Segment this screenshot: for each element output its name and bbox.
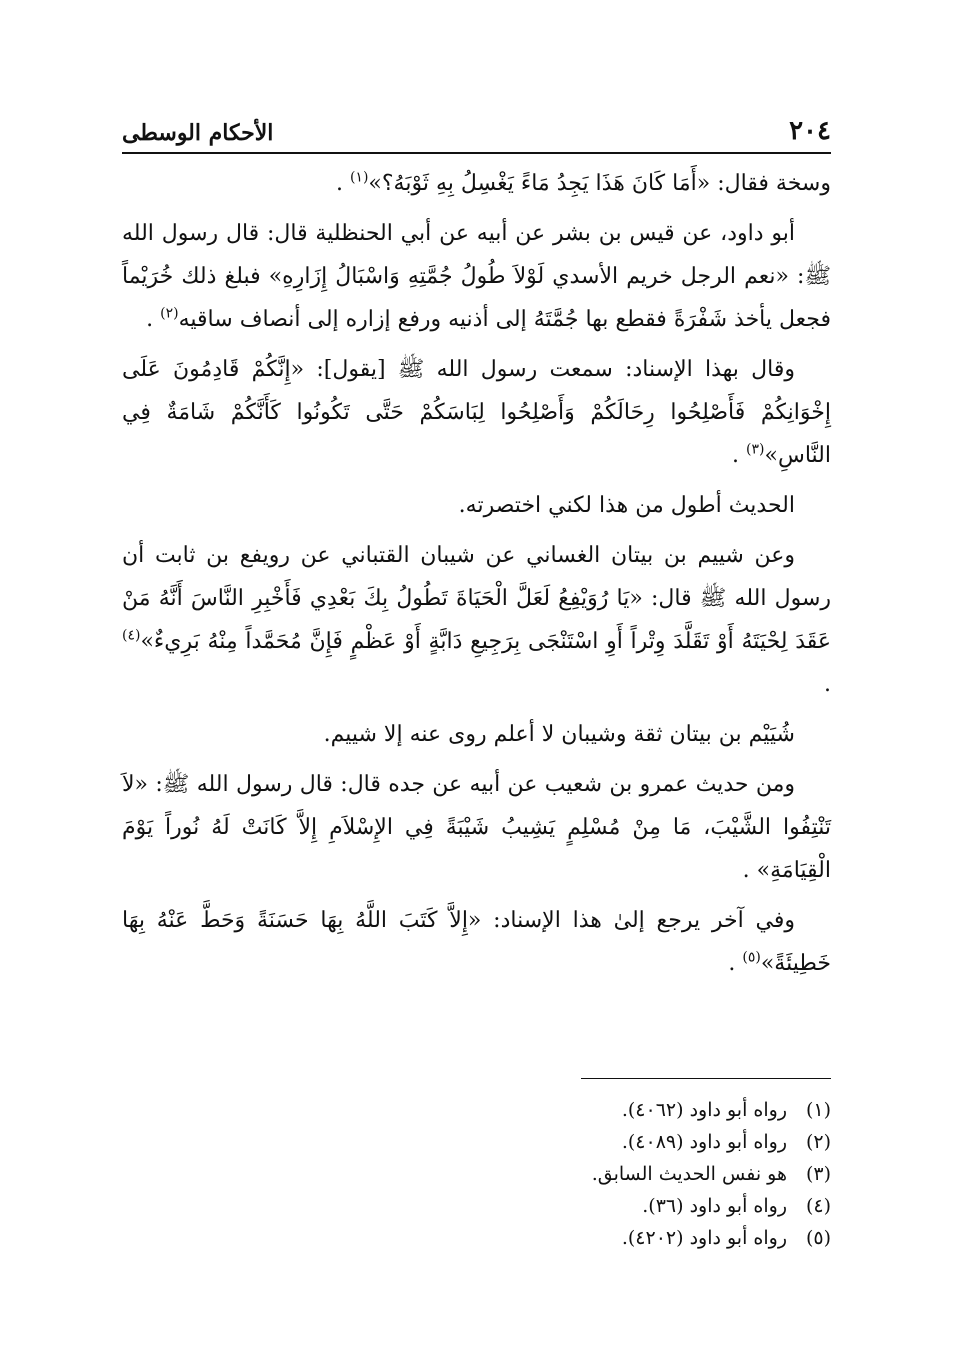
hadith-quote: «يَا رُوَيْفِعُ لَعَلَّ الْحَيَاةَ تَطُولُ بِكَ بَعْدِي فَأَخْبِرِ النَّاسَ أَنَّهُ مَنْ عَقَدَ لِحْيَتَهُ أَوْ تَقَلَّدَ وِتْراً أَوِ اسْتَنْجَى بِرَجِيعِ دَابَّةٍ أَوْ عَظْمٍ فَإِنَّ مُحَمَّداً مِنْهُ بَرِيءٌ» xyxy=(122,586,831,654)
paragraph-3 xyxy=(122,348,831,477)
paragraph-end: . xyxy=(146,307,161,332)
paragraph-4 xyxy=(122,484,831,527)
paragraph-7 xyxy=(122,763,831,892)
footnote-ref: (٤) xyxy=(122,627,141,644)
paragraph-text: وقال بهذا الإسناد: سمعت رسول الله ﷺ [يقول]: xyxy=(304,357,796,382)
paragraph-end: . xyxy=(742,858,757,883)
main-text xyxy=(122,162,831,992)
paragraph-1 xyxy=(122,162,831,205)
hadith-quote: «لاَ تَنْتِفُوا الشَّيْبَ، مَا مِنْ مُسْلِمٍ يَشِيبُ شَيْبَةً فِي الإِسْلاَمِ إِلاَّ كَانَتْ لَهُ نُوراً يَوْمَ الْقِيَامَةِ» xyxy=(122,772,831,883)
footnote-item xyxy=(122,1222,831,1254)
hadith-quote: «نعم الرجل خريم الأسدي لَوْلاَ طُولُ جُمَّتِهِ وَاسْبَالُ إِزَارِهِ» xyxy=(268,264,789,289)
paragraph-end: . xyxy=(732,443,747,468)
paragraph-text-cont: فبلغ ذلك خُرَيْماً فجعل يأخذ شَفْرَةً فقطع بها جُمَّتَهُ إلى أذنيه ورفع إزاره إلى أنصاف ساقيه xyxy=(122,264,831,332)
footnotes xyxy=(122,1094,831,1254)
paragraph-text: وعن شييم بن بيتان الغساني عن شيبان القتباني عن رويفع بن ثابت أن رسول الله ﷺ قال: xyxy=(122,543,832,611)
paragraph-8 xyxy=(122,899,831,985)
paragraph-text: الحديث أطول من هذا لكني اختصرته. xyxy=(458,493,795,518)
paragraph-text: وسخة فقال: xyxy=(710,171,831,196)
paragraph-text: ومن حديث عمرو بن شعيب عن أبيه عن جده قال: قال رسول الله ﷺ: xyxy=(148,772,795,797)
footnote-number: (٥) xyxy=(805,1227,831,1249)
paragraph-5 xyxy=(122,534,831,706)
footnote-text: رواه أبو داود (٤٠٦٢). xyxy=(621,1099,787,1121)
page-header xyxy=(122,110,831,154)
hadith-quote: «إِلاَّ كَتَبَ اللَّهُ بِهَا حَسَنَةً وَحَطَّ عَنْهُ بِهَا خَطِيئَةً» xyxy=(122,908,831,976)
footnote-text: رواه أبو داود (٤٠٨٩). xyxy=(621,1131,787,1153)
book-title: الأحكام الوسطى xyxy=(122,120,274,146)
footnote-number: (٢) xyxy=(805,1131,831,1153)
footnote-number: (٤) xyxy=(805,1195,831,1217)
footnote-ref: (٢) xyxy=(160,305,179,322)
footnote-text: رواه أبو داود (٣٦). xyxy=(642,1195,787,1217)
page-number: ٢٠٤ xyxy=(789,116,831,146)
footnote-ref: (٣) xyxy=(746,441,765,458)
footnote-text: رواه أبو داود (٤٢٠٢). xyxy=(621,1227,787,1249)
paragraph-6 xyxy=(122,713,831,756)
footnote-item xyxy=(122,1094,831,1126)
footnote-item xyxy=(122,1158,831,1190)
footnote-divider xyxy=(581,1078,831,1079)
paragraph-end: . xyxy=(824,672,831,697)
hadith-quote: «إِنَّكُمْ قَادِمُونَ عَلَى إِخْوَانِكُمْ فَأَصْلِحُوا رِحَالَكُمْ وَأَصْلِحُوا لِبَاسَكُمْ حَتَّى تَكُونُوا كَأَنَّكُمْ شَامَةٌ فِي النَّاسِ» xyxy=(122,357,831,468)
paragraph-end: . xyxy=(728,951,743,976)
paragraph-text: وفي آخر يرجع إلىٰ هذا الإسناد: xyxy=(481,908,795,933)
footnote-text: هو نفس الحديث السابق. xyxy=(591,1163,787,1185)
paragraph-text: شُيَيْم بن بيتان ثقة وشيبان لا أعلم روى عنه إلا شييم. xyxy=(323,722,795,747)
footnote-item xyxy=(122,1190,831,1222)
paragraph-2 xyxy=(122,212,831,341)
paragraph-text: أبو داود، عن قيس بن بشر عن أبيه عن أبي الحنظلية قال: قال رسول الله ﷺ: xyxy=(122,221,832,289)
footnote-item xyxy=(122,1126,831,1158)
footnote-number: (١) xyxy=(805,1099,831,1121)
paragraph-end: . xyxy=(335,171,350,196)
footnote-ref: (٥) xyxy=(742,949,761,966)
footnote-ref: (١) xyxy=(349,169,369,186)
hadith-quote: «أَمَا كَانَ هَذَا يَجِدُ مَاءً يَغْسِلُ بِهِ ثَوْبَهُ؟» xyxy=(368,171,711,196)
footnote-number: (٣) xyxy=(805,1163,831,1185)
